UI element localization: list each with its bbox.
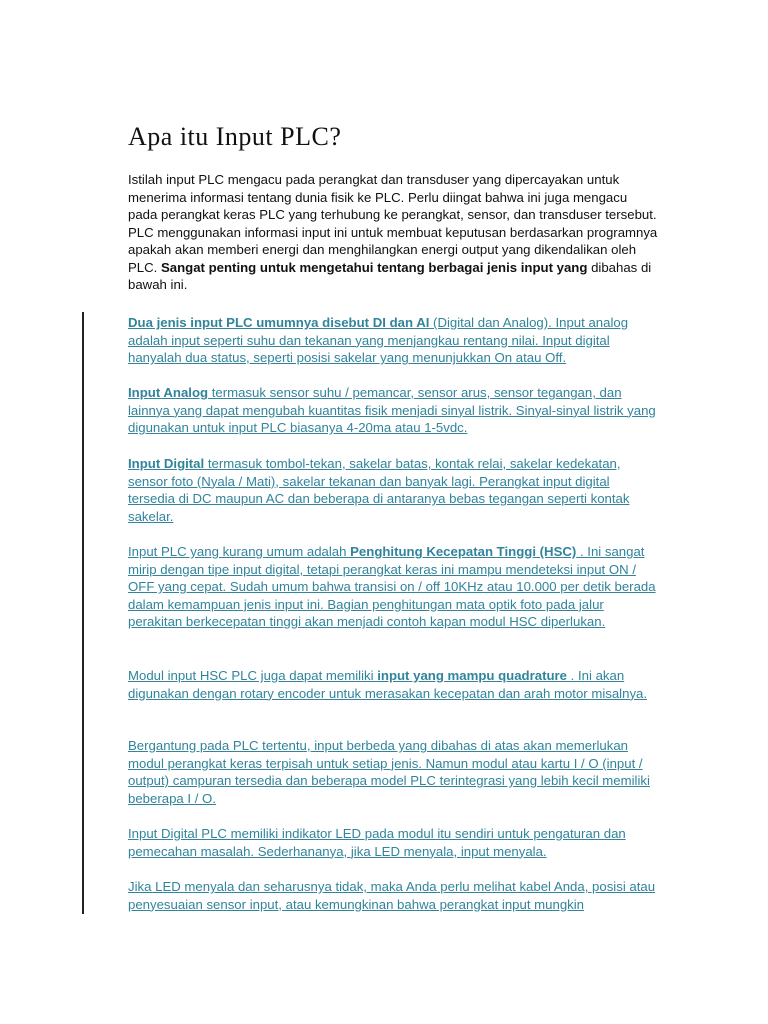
p3-text: termasuk tombol-tekan, sakelar batas, kontak relai, sakelar kedekatan, sensor foto (Nyala / Mati), sakelar tekanan dan banyak lagi. Perangkat input digital tersedia di DC maupun AC dan beberapa di antaranya bebas tegangan seperti kontak sakelar. xyxy=(128,456,630,524)
p7-text: Input Digital PLC memiliki indikator LED pada modul itu sendiri untuk pengaturan dan pemecahan masalah. Sederhananya, jika LED menyala, input menyala. xyxy=(128,826,626,859)
p2-bold: Input Analog xyxy=(128,385,209,400)
p8-text: Jika LED menyala dan seharusnya tidak, maka Anda perlu melihat kabel Anda, posisi atau penyesuaian sensor input, atau kemungkinan bahwa perangkat input mungkin xyxy=(128,879,656,912)
paragraph-led[interactable] xyxy=(128,825,660,860)
paragraph-input-analog[interactable] xyxy=(128,384,660,437)
paragraph-quadrature[interactable] xyxy=(128,667,660,702)
p4-text: . Ini sangat mirip dengan tipe input digital, tetapi perangkat keras ini mampu mendeteksi input ON / OFF yang cepat. Sudah umum bahwa transisi on / off 10KHz atau 10.000 per detik berada dalam kemampuan jenis input ini. Bagian penghitungan mata optik foto pada jalur perakitan berkecepatan tinggi akan menjadi contoh kapan modul HSC diperlukan. xyxy=(128,544,656,630)
page-title: Apa itu Input PLC? xyxy=(128,122,342,151)
p6-text: Bergantung pada PLC tertentu, input berbeda yang dibahas di atas akan memerlukan modul perangkat keras terpisah untuk setiap jenis. Namun modul atau kartu I / O (input / output) campuran tersedia dan beberapa model PLC terintegrasi yang lebih kecil memiliki beberapa I / O. xyxy=(128,738,650,806)
revision-bar xyxy=(82,312,84,914)
p1-bold: Dua jenis input PLC umumnya disebut DI dan AI xyxy=(128,315,430,330)
p4-bold: Penghitung Kecepatan Tinggi (HSC) xyxy=(350,544,577,559)
intro-paragraph xyxy=(128,171,658,294)
p2-text: termasuk sensor suhu / pemancar, sensor arus, sensor tegangan, dan lainnya yang dapat mengubah kuantitas fisik menjadi sinyal listrik. Sinyal-sinyal listrik yang digunakan untuk input PLC biasanya 4-20ma atau 1-5vdc. xyxy=(128,385,656,436)
p5-text: . Ini akan digunakan dengan rotary encoder untuk merasakan kecepatan dan arah motor misalnya. xyxy=(128,668,648,701)
intro-bold: Sangat penting untuk mengetahui tentang berbagai jenis input yang xyxy=(160,259,588,275)
p1-text: (Digital dan Analog). Input analog adalah input seperti suhu dan tekanan yang menjangkau rentang nilai. Input digital hanyalah dua status, seperti posisi sakelar yang menunjukkan On atau Off. xyxy=(128,315,629,366)
paragraph-led-troubleshoot[interactable] xyxy=(128,878,660,913)
paragraph-di-ai[interactable] xyxy=(128,314,660,367)
paragraph-input-digital[interactable] xyxy=(128,455,660,525)
p4-pre: Input PLC yang kurang umum adalah xyxy=(128,544,351,559)
paragraph-hsc[interactable] xyxy=(128,543,660,631)
p5-bold: input yang mampu quadrature xyxy=(377,668,567,683)
paragraph-modules[interactable] xyxy=(128,737,660,807)
intro-text: Istilah input PLC mengacu pada perangkat dan transduser yang dipercayakan untuk menerima informasi tentang dunia fisik ke PLC. Perlu diingat bahwa ini juga mengacu pada perangkat keras PLC yang terhubung ke perangkat, sensor, dan transduser tersebut. PLC menggunakan informasi input ini untuk membuat keputusan berdasarkan programnya apakah akan memberi energi dan menghilangkan energi output yang dikendalikan oleh PLC. xyxy=(128,172,658,275)
p5-pre: Modul input HSC PLC juga dapat memiliki xyxy=(128,668,378,683)
p3-bold: Input Digital xyxy=(128,456,205,471)
intro-tail: dibahas di bawah ini. xyxy=(128,259,652,292)
